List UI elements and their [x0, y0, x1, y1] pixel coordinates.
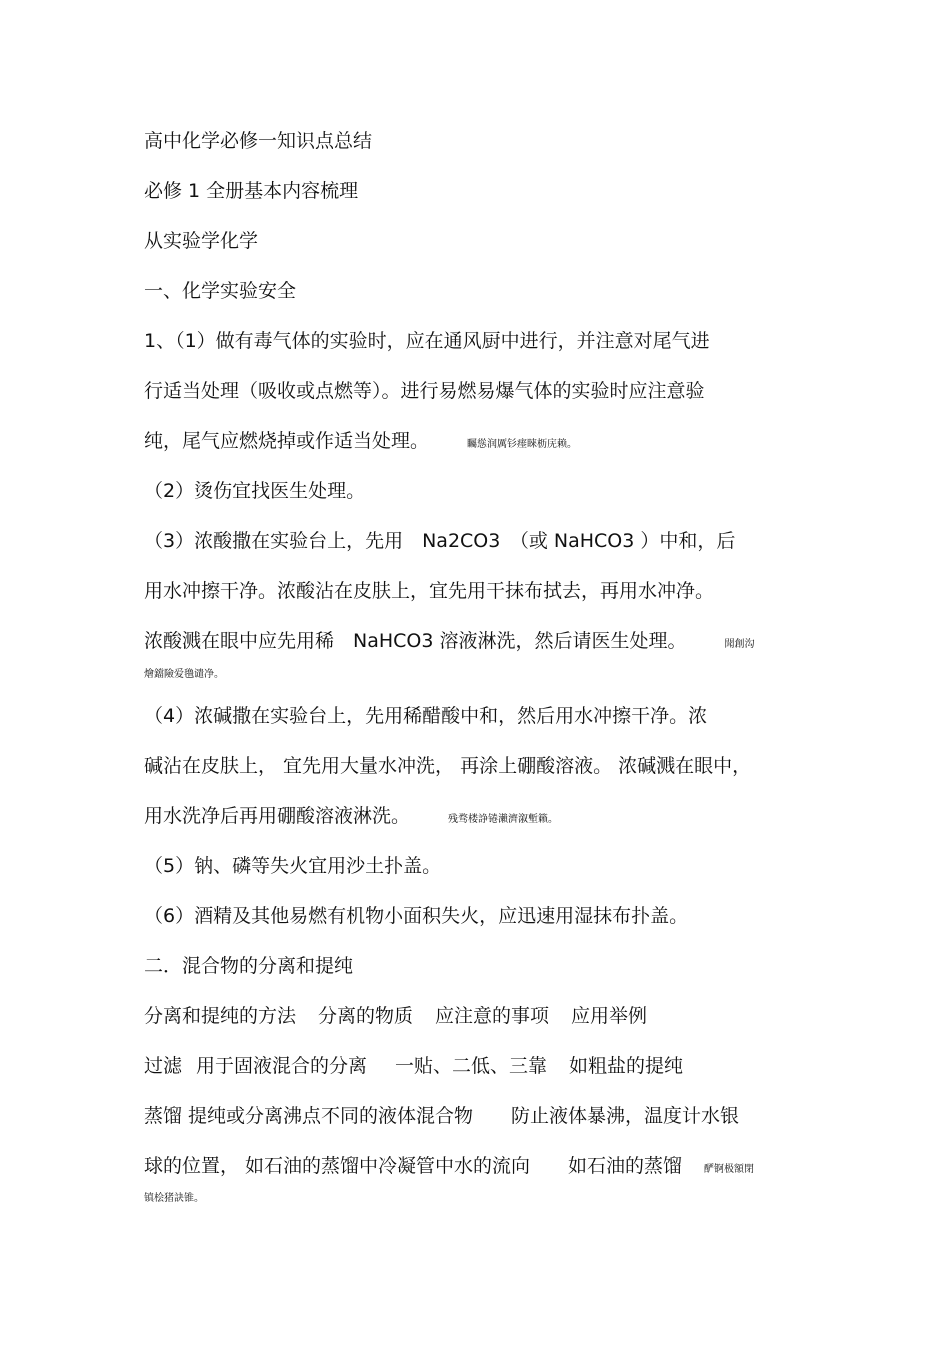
paragraph-2: （2）烫伤宜找医生处理。 [144, 480, 366, 502]
table-row-filtration [144, 1053, 683, 1079]
paragraph-1-line-3 [144, 428, 577, 458]
paragraph-1-line-2: 行适当处理（吸收或点燃等）。进行易燃易爆气体的实验时应注意验 [144, 380, 705, 402]
paragraph-4-line-2: 碱沾在皮肤上， 宜先用大量水冲洗， 再涂上硼酸溶液。 浓碱溅在眼中， [144, 755, 752, 777]
paragraph-3-line-3 [144, 628, 755, 658]
table-header-cell: 分离的物质 [318, 1005, 414, 1027]
garbled-note: 矚慫润厲钐瘗睞枥庑赖。 [467, 439, 578, 450]
garbled-note: 酽锕极額閉 [704, 1164, 755, 1175]
table-cell: 用于固液混合的分离 [196, 1055, 368, 1077]
paragraph-1-line-1: 1、（1）做有毒气体的实验时，应在通风厨中进行，并注意对尾气进 [144, 330, 710, 352]
paragraph-4-line-1: （4）浓碱撒在实验台上，先用稀醋酸中和，然后用水冲擦干净。浓 [144, 705, 708, 727]
paragraph-3-text: 浓酸溅在眼中应先用稀 NaHCO3 溶液淋洗，然后请医生处理。 [144, 630, 687, 652]
table-cell: 一贴、二低、三靠 [395, 1055, 548, 1077]
distillation-text: 球的位置， 如石油的蒸馏中冷凝管中水的流向 如石油的蒸馏 [144, 1155, 683, 1177]
garbled-note-continuation: 镇桧猪訣锥。 [144, 1193, 204, 1204]
paragraph-4-text: 用水洗净后再用硼酸溶液淋洗。 [144, 805, 411, 827]
document-subtitle: 必修 1 全册基本内容梳理 [144, 180, 359, 202]
garbled-note-continuation: 燴鐺險爱氇谴净。 [144, 669, 224, 680]
table-row-distillation-line-2 [144, 1153, 754, 1183]
table-cell: 如粗盐的提纯 [569, 1055, 684, 1077]
table-cell: 过滤 [144, 1055, 183, 1077]
table-header-cell: 应注意的事项 [435, 1005, 550, 1027]
paragraph-3-line-1: （3）浓酸撒在实验台上，先用 Na2CO3 （或 NaHCO3 ）中和，后 [144, 530, 736, 552]
table-header-cell: 应用举例 [571, 1005, 648, 1027]
section-heading-separation: 二．混合物的分离和提纯 [144, 955, 354, 977]
paragraph-1-text: 纯，尾气应燃烧掉或作适当处理。 [144, 430, 430, 452]
garbled-note: 聞創沟 [724, 639, 755, 650]
paragraph-6: （6）酒精及其他易燃有机物小面积失火，应迅速用湿抹布扑盖。 [144, 905, 689, 927]
section-heading-safety: 一、化学实验安全 [144, 280, 297, 302]
paragraph-5: （5）钠、磷等失火宜用沙土扑盖。 [144, 855, 442, 877]
table-header-cell: 分离和提纯的方法 [144, 1005, 297, 1027]
paragraph-4-line-3 [144, 803, 558, 833]
paragraph-3-line-2: 用水冲擦干净。浓酸沾在皮肤上，宜先用干抹布拭去，再用水冲净。 [144, 580, 715, 602]
chapter-heading: 从实验学化学 [144, 230, 259, 252]
garbled-note: 残骛楼諍锩瀨濟溆塹籟。 [448, 814, 559, 825]
table-header-row [144, 1003, 647, 1029]
document-title: 高中化学必修一知识点总结 [144, 130, 373, 152]
table-row-distillation-line-1: 蒸馏 提纯或分离沸点不同的液体混合物 防止液体暴沸，温度计水银 [144, 1105, 740, 1127]
